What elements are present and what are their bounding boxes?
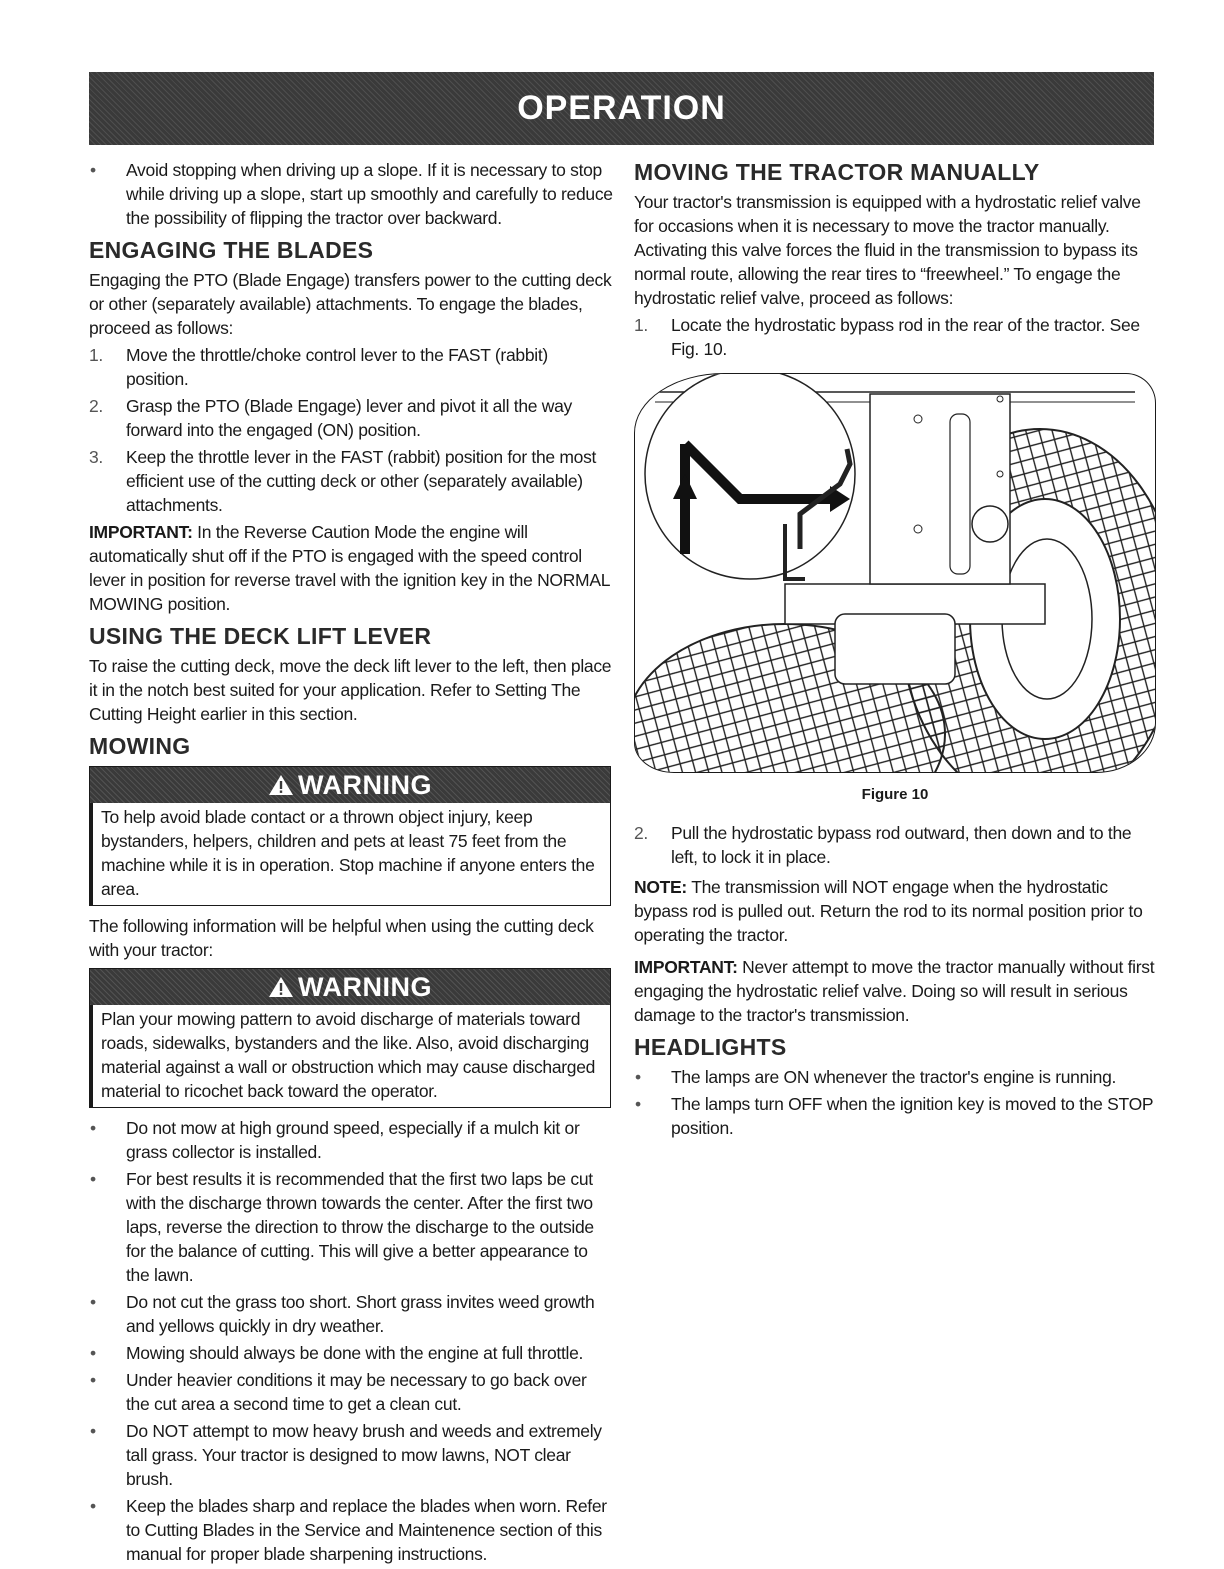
- note: NOTE: The transmission will NOT engage when the hydrostatic bypass rod is pulled out. Return the rod to its normal position prior to operating the tractor.: [634, 877, 1143, 945]
- list-item: 1. Move the throttle/choke control lever to the FAST (rabbit) position.: [89, 345, 548, 389]
- list-item: • The lamps are ON whenever the tractor's engine is running.: [635, 1067, 1117, 1087]
- list-item: • The lamps turn OFF when the ignition key is moved to the STOP position.: [635, 1094, 1153, 1138]
- moving-steps: [634, 313, 1156, 361]
- list-item: • Do not mow at high ground speed, especially if a mulch kit or grass collector is installed.: [90, 1118, 580, 1162]
- deck-lift-para: To raise the cutting deck, move the deck lift lever to the left, then place it in the notch best suited for your application. Refer to Setting The Cutting Height earlier in this section.: [89, 656, 612, 724]
- intro-bullets: [89, 158, 614, 230]
- list-item: • For best results it is recommended that the first two laps be cut with the discharge thrown towards the center. After the first two laps, reverse the direction to throw the discharge to the outside for the balance of cutting. This will give a better appearance to the lawn.: [90, 1169, 594, 1285]
- list-item: 1. Locate the hydrostatic bypass rod in the rear of the tractor. See Fig. 10.: [634, 315, 1140, 359]
- figure-10-illustration: [634, 373, 1156, 773]
- right-column: [634, 158, 1156, 1143]
- list-item: 2. Grasp the PTO (Blade Engage) lever and pivot it all the way forward into the engaged (ON) position.: [89, 396, 572, 440]
- engaging-para: Engaging the PTO (Blade Engage) transfers power to the cutting deck or other (separately available) attachments. To engage the blades, proceed as follows:: [89, 270, 612, 338]
- heading-moving-tractor: MOVING THE TRACTOR MANUALLY: [634, 159, 1040, 185]
- list-item: • Keep the blades sharp and replace the blades when worn. Refer to Cutting Blades in the Service and Maintenence section of this manual for proper blade sharpening instructions.: [90, 1496, 607, 1564]
- moving-para: Your tractor's transmission is equipped with a hydrostatic relief valve for occasions when it is necessary to move the tractor manually. Activating this valve forces the fluid in the transmission to bypass its normal route, allowing the rear tires to “freewheel.” To engage the hydrostatic relief valve, proceed as follows:: [634, 192, 1141, 308]
- section-banner: [89, 72, 1154, 145]
- warning-triangle-icon: [268, 976, 294, 998]
- heading-deck-lift: USING THE DECK LIFT LEVER: [89, 623, 432, 649]
- warning-box: [89, 968, 611, 1108]
- list-item: • Mowing should always be done with the engine at full throttle.: [90, 1343, 584, 1363]
- list-item: 2. Pull the hydrostatic bypass rod outward, then down and to the left, to lock it in place.: [634, 823, 1132, 867]
- list-item: • Under heavier conditions it may be necessary to go back over the cut area a second time to get a clean cut.: [90, 1370, 587, 1414]
- list-item: • Do not cut the grass too short. Short grass invites weed growth and yellows quickly in dry weather.: [90, 1292, 595, 1336]
- page-title: OPERATION: [517, 89, 726, 127]
- important-note: IMPORTANT: In the Reverse Caution Mode the engine will automatically shut off if the PTO is engaged with the speed control lever in position for reverse travel with the ignition key in the NORMAL MOWING position.: [89, 522, 610, 614]
- moving-steps-cont: [634, 821, 1156, 869]
- engaging-steps: [89, 343, 614, 517]
- list-item: • Avoid stopping when driving up a slope. If it is necessary to stop while driving up a slope, start up smoothly and carefully to reduce the possibility of flipping the tractor over backward.: [90, 160, 613, 228]
- heading-engaging-blades: ENGAGING THE BLADES: [89, 237, 374, 263]
- important-note: IMPORTANT: Never attempt to move the tractor manually without first engaging the hydrostatic relief valve. Doing so will result in serious damage to the tractor's transmission.: [634, 957, 1155, 1025]
- warning-header: WARNING: [90, 969, 610, 1005]
- left-column: [89, 158, 614, 1569]
- warning-box: [89, 766, 611, 906]
- bullet-icon: •: [90, 160, 96, 180]
- mowing-bullets: [89, 1116, 614, 1566]
- figure-caption: Figure 10: [861, 786, 929, 803]
- warning-text: To help avoid blade contact or a thrown object injury, keep bystanders, helpers, children and pets at least 75 feet from the machine while it is in operation. Stop machine if anyone enters the area.: [90, 803, 610, 905]
- warning-header: WARNING: [90, 767, 610, 803]
- list-item: • Do NOT attempt to mow heavy brush and weeds and extremely tall grass. Your tractor is designed to mow lawns, NOT clear brush.: [90, 1421, 602, 1489]
- warning-triangle-icon: [268, 774, 294, 796]
- tractor-bypass-rod-drawing: [635, 374, 1155, 772]
- headlights-bullets: [634, 1065, 1156, 1140]
- mowing-para: The following information will be helpful when using the cutting deck with your tractor:: [89, 916, 594, 960]
- list-item: 3. Keep the throttle lever in the FAST (rabbit) position for the most efficient use of the cutting deck or other (separately available) attachments.: [89, 447, 597, 515]
- heading-headlights: HEADLIGHTS: [634, 1034, 787, 1060]
- warning-text: Plan your mowing pattern to avoid discharge of materials toward roads, sidewalks, bystanders and the like. Also, avoid discharging material against a wall or obstruction which may cause discharged material to ricochet back toward the operator.: [90, 1005, 610, 1107]
- heading-mowing: MOWING: [89, 733, 191, 759]
